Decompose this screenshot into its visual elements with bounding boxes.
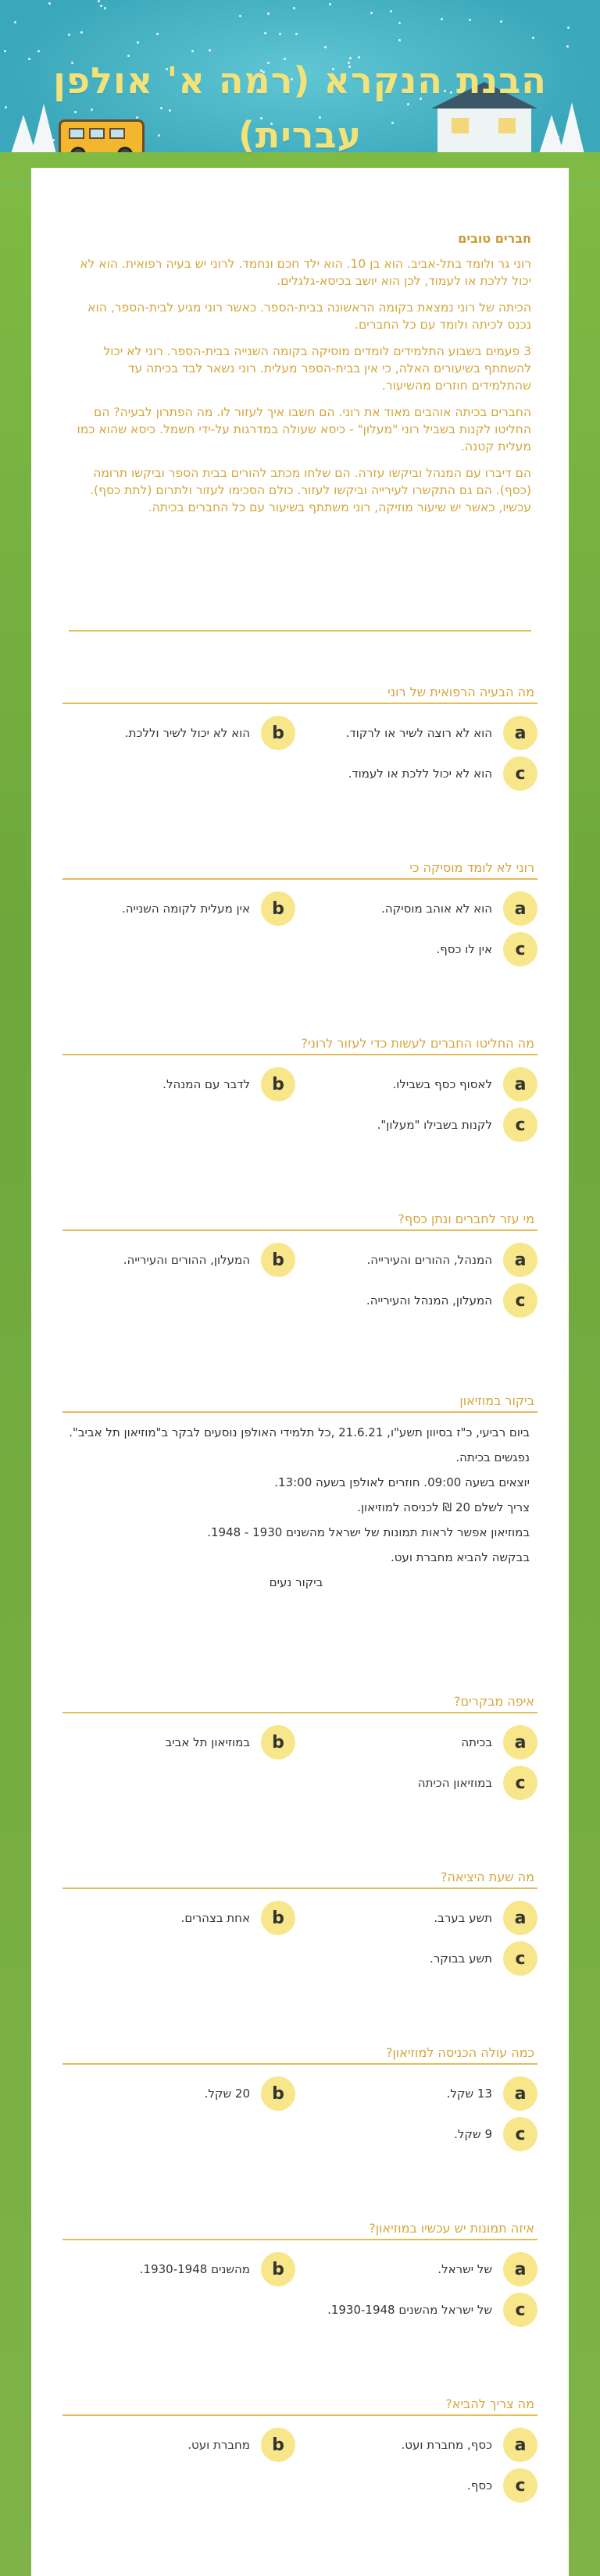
story-paragraph: הם דיברו עם המנהל וביקשו עזרה. הם שלחו מכתב להורים בבית הספר וביקשו תרומה (כסף). הם גם התקשרו לעירייה וביקשו לעזור. כולם הסכימו לעזור ולתרום (לתת כסף). עכשיו, כאשר יש שיעור מוזיקה, רוני משתתף בשיעור עם כל החברים בכיתה. — [90, 466, 531, 514]
notice-line: צריך לשלם 20 ₪ לכניסה למוזיאון. — [357, 1500, 530, 1514]
answer-option-a[interactable] — [303, 1065, 538, 1104]
story-section — [69, 230, 531, 525]
snowflake-icon — [370, 12, 373, 14]
answer-option-c[interactable] — [303, 1105, 538, 1144]
snowflake-icon — [279, 33, 281, 35]
answer-text: לדבר עם המנהל. — [162, 1077, 250, 1091]
question-block — [62, 1208, 538, 1326]
answer-text: אין לו כסף. — [436, 942, 492, 956]
answer-group — [62, 1065, 538, 1151]
snowflake-icon — [390, 10, 392, 12]
snowflake-icon — [137, 41, 139, 44]
snowflake-icon — [38, 50, 40, 52]
option-letter-badge: a — [503, 1067, 538, 1101]
option-letter-badge: a — [503, 891, 538, 926]
question-block — [62, 856, 538, 975]
answer-option-c[interactable] — [303, 2466, 538, 2505]
option-letter-badge: b — [261, 2076, 295, 2111]
content-card — [31, 168, 569, 2576]
answer-option-b[interactable] — [61, 1065, 295, 1104]
answer-text: כסף, מחברת ועט. — [401, 2438, 492, 2452]
answer-group — [62, 2425, 538, 2511]
option-letter-badge: b — [261, 2252, 295, 2286]
story-paragraph: הכיתה של רוני נמצאת בקומה הראשונה בבית-הספר. כאשר רוני מגיע לבית-הספר, הוא נכנס לכיתה ולומד עם כל החברים. — [88, 301, 531, 332]
snowflake-icon — [295, 33, 298, 35]
answer-group — [62, 1898, 538, 1984]
question-title: איזה תמונות יש עכשיו במוזיאון? — [62, 2217, 538, 2240]
snowflake-icon — [28, 58, 30, 60]
answer-option-c[interactable] — [303, 1281, 538, 1320]
answer-text: הוא לא יכול לשיר וללכת. — [124, 726, 250, 740]
answer-option-b[interactable] — [61, 2425, 295, 2464]
answer-option-a[interactable] — [303, 2250, 538, 2289]
answer-option-a[interactable] — [303, 713, 538, 753]
question-title: רוני לא לומד מוסיקה כי — [62, 856, 538, 880]
notice-line: נפגשים בכיתה. — [455, 1450, 530, 1464]
snowflake-icon — [156, 33, 159, 35]
option-letter-badge: c — [503, 1283, 538, 1318]
answer-text: אין מעלית לקומה השנייה. — [121, 902, 250, 916]
answer-text: מחברת ועט. — [188, 2438, 250, 2452]
answer-option-a[interactable] — [303, 2074, 538, 2113]
snowflake-icon — [191, 50, 194, 52]
answer-group — [62, 2074, 538, 2160]
museum-notice — [62, 1389, 538, 1599]
answer-option-b[interactable] — [61, 2074, 295, 2113]
answer-text: בכיתה — [461, 1735, 492, 1749]
snowflake-icon — [100, 5, 102, 7]
snowflake-icon — [293, 7, 295, 9]
answer-option-a[interactable] — [303, 1240, 538, 1279]
answer-text: המעלון, המנהל והעירייה. — [366, 1293, 492, 1308]
answer-text: אחת בצהרים. — [180, 1911, 250, 1925]
option-letter-badge: b — [261, 1243, 295, 1277]
option-letter-badge: c — [503, 2293, 538, 2327]
answer-text: לקנות בשבילו "מעלון". — [377, 1118, 492, 1132]
notice-line: ביום רביעי, כ"ז בסיוון תשע"ו, 21.6.21 ,כל תלמידי האולפן נוסעים לבקר ב"מוזיאון תל אביב". — [69, 1425, 530, 1439]
answer-text: תשע בערב. — [434, 1911, 492, 1925]
answer-text: הוא לא רוצה לשיר או לרקוד. — [345, 726, 492, 740]
answer-option-a[interactable] — [303, 2425, 538, 2464]
question-block — [62, 1690, 538, 1809]
tree-icon — [559, 102, 584, 154]
question-title: מה הבעיה הרפואית של רוני — [62, 681, 538, 704]
question-block — [62, 2041, 538, 2160]
story-paragraph: רוני גר ולומד בתל-אביב. הוא בן 10. הוא ילד חכם ונחמד. לרוני יש בעיה רפואית. הוא לא יכול ללכת או לעמוד, לכן הוא יושב בכיסא-גלגלים. — [80, 257, 531, 288]
option-letter-badge: a — [503, 2428, 538, 2462]
answer-text: מהשנים 1930-1948. — [139, 2262, 250, 2276]
question-block — [62, 2217, 538, 2336]
snowflake-icon — [567, 27, 570, 29]
question-block — [62, 1032, 538, 1151]
option-letter-badge: a — [503, 716, 538, 750]
answer-option-a[interactable] — [303, 1898, 538, 1937]
option-letter-badge: b — [261, 1067, 295, 1101]
answer-text: המעלון, ההורים והעירייה. — [123, 1253, 250, 1267]
snowflake-icon — [469, 19, 471, 21]
answer-text: הוא לא אוהב מוסיקה. — [381, 902, 492, 916]
answer-text: המנהל, ההורים והעירייה. — [366, 1253, 492, 1267]
option-letter-badge: b — [261, 1725, 295, 1759]
snowflake-icon — [98, 0, 100, 2]
option-letter-badge: a — [503, 2252, 538, 2286]
option-letter-badge: a — [503, 1243, 538, 1277]
option-letter-badge: c — [503, 2468, 538, 2503]
answer-text: במוזיאון הכיתה — [417, 1776, 492, 1790]
notice-line: בבקשה להביא מחברת ועט. — [390, 1550, 530, 1564]
option-letter-badge: c — [503, 2117, 538, 2151]
snowflake-icon — [48, 2, 51, 5]
notice-signature: ביקור נעים — [269, 1575, 323, 1589]
question-title: מה שעת היציאה? — [62, 1866, 538, 1889]
snowflake-icon — [264, 32, 266, 34]
option-letter-badge: b — [261, 1901, 295, 1935]
option-letter-badge: b — [261, 2428, 295, 2462]
option-letter-badge: a — [503, 2076, 538, 2111]
option-letter-badge: c — [503, 932, 538, 966]
option-letter-badge: a — [503, 1901, 538, 1935]
snowflake-icon — [4, 50, 6, 52]
snowflake-icon — [329, 3, 331, 5]
option-letter-badge: c — [503, 756, 538, 791]
answer-text: 9 שקל. — [454, 2127, 492, 2141]
question-title: מה החליטו החברים לעשות כדי לעזור לרוני? — [62, 1032, 538, 1055]
option-letter-badge: b — [261, 891, 295, 926]
page-title: הבנת הנקרא (רמה א' אולפן עברית) — [53, 59, 547, 156]
answer-text: כסף. — [466, 2478, 492, 2492]
answer-option-c[interactable] — [303, 1939, 538, 1978]
question-title: מי עזר לחברים ונתן כסף? — [62, 1208, 538, 1231]
answer-group — [62, 1723, 538, 1809]
answer-text: של ישראל מהשנים 1930-1948. — [327, 2303, 492, 2317]
answer-option-c[interactable] — [303, 2115, 538, 2154]
option-letter-badge: b — [261, 716, 295, 750]
answer-text: 20 שקל. — [204, 2087, 250, 2101]
answer-text: לאסוף כסף בשבילו. — [392, 1077, 492, 1091]
option-letter-badge: c — [503, 1941, 538, 1976]
snowflake-icon — [324, 46, 327, 48]
option-letter-badge: a — [503, 1725, 538, 1759]
story-paragraph: החברים בכיתה אוהבים מאוד את רוני. הם חשבו איך לעזור לו. מה הפתרון לבעיה? הם החליטו לקנות בשביל רוני "מעלון" - כיסא שעולה במדרגות על-ידי חשמל. כיסא שהוא כמו מעלית קטנה. — [77, 405, 531, 454]
answer-text: במוזיאון תל אביב — [165, 1735, 250, 1749]
snowflake-icon — [209, 49, 211, 52]
header-banner — [0, 0, 600, 183]
answer-group — [62, 1240, 538, 1326]
question-title: מה צריך להביא? — [62, 2393, 538, 2416]
answer-option-b[interactable] — [61, 889, 295, 928]
answer-option-b[interactable] — [61, 1723, 295, 1762]
snowflake-icon — [532, 37, 534, 39]
answer-option-c[interactable] — [303, 2290, 538, 2329]
answer-group — [62, 713, 538, 799]
story-heading: חברים טובים — [458, 231, 531, 246]
snowflake-icon — [239, 15, 241, 17]
snowflake-icon — [14, 21, 16, 23]
answer-option-a[interactable] — [303, 1723, 538, 1762]
snowflake-icon — [500, 20, 502, 23]
question-block — [62, 2393, 538, 2511]
answer-option-b[interactable] — [61, 1240, 295, 1279]
answer-text: הוא לא יכול ללכת או לעמוד. — [348, 767, 492, 781]
answer-group — [62, 2250, 538, 2336]
option-letter-badge: c — [503, 1766, 538, 1800]
notice-line: יוצאים בשעה 09:00. חוזרים לאולפן בשעה 13:00. — [274, 1475, 530, 1489]
answer-text: תשע בבוקר. — [430, 1952, 492, 1966]
answer-option-b[interactable] — [61, 2250, 295, 2289]
snowflake-icon — [398, 39, 401, 41]
notice-title: ביקור במוזיאון — [62, 1389, 538, 1413]
notice-line: במוזיאון אפשר לראות תמונות של ישראל מהשנים 1930 - 1948. — [207, 1525, 530, 1539]
answer-option-c[interactable] — [303, 930, 538, 969]
option-letter-badge: c — [503, 1108, 538, 1142]
answer-group — [62, 889, 538, 975]
answer-option-b[interactable] — [61, 1898, 295, 1937]
question-title: איפה מבקרים? — [62, 1690, 538, 1713]
snowflake-icon — [68, 34, 70, 36]
answer-option-c[interactable] — [303, 754, 538, 793]
snowflake-icon — [566, 45, 569, 48]
snowflake-icon — [398, 22, 401, 24]
snowflake-icon — [267, 12, 270, 15]
answer-option-c[interactable] — [303, 1763, 538, 1802]
snowflake-icon — [80, 31, 83, 34]
answer-text: של ישראל. — [438, 2262, 492, 2276]
snowflake-icon — [441, 18, 443, 20]
divider — [69, 630, 531, 632]
snowflake-icon — [5, 106, 7, 109]
question-block — [62, 681, 538, 799]
answer-option-a[interactable] — [303, 889, 538, 928]
answer-text: 13 שקל. — [446, 2087, 492, 2101]
snowflake-icon — [104, 7, 106, 9]
answer-option-b[interactable] — [61, 713, 295, 753]
question-block — [62, 1866, 538, 1984]
question-title: כמה עולה הכניסה למוזיאון? — [62, 2041, 538, 2065]
story-paragraph: 3 פעמים בשבוע התלמידים לומדים מוסיקה בקומה השנייה בבית-הספר. רוני לא יכול להשתתף בשיעורים האלה, כי אין בבית-הספר מעלית. רוני נשאר לבד בכיתה עד שהתלמידים חוזרים מהשיעור. — [103, 344, 531, 393]
